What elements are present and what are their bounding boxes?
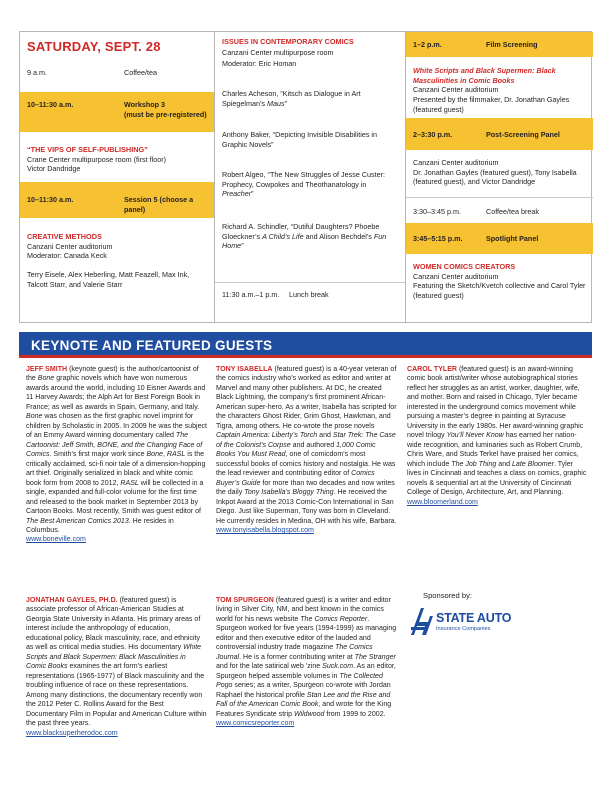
bio-title: The Cartoonist: Jeff Smith, BONE, and the Changing Face of Comics: [26, 432, 203, 459]
film-note: Presented by the filmmaker, Dr. Jonathan Gayles (featured guest): [413, 94, 570, 114]
bio-title: 1,000 Comic Books You Must Read: [216, 441, 376, 459]
bio-text: . He is a former contributing writer at: [239, 653, 355, 661]
session-panelists: Terry Eisele, Alex Heberling, Matt Feazell, Max Ink, Talcott Starr, and Valerie Starr: [27, 270, 190, 289]
section-title: KEYNOTE AND FEATURED GUESTS: [31, 338, 273, 353]
bio-text: graphic novels which have won numerous awards around the world, including 10 Eisner Awards and 11 Harvey Awards; the Alph Art for Best Foreign Book in France; as well as awards in Spain, Germany, and Italy.: [26, 375, 206, 411]
bio-text: , and wrote for the King Features Syndicate strip: [216, 701, 392, 718]
film-room: Canzani Center auditorium: [413, 85, 499, 95]
bio-text: . He resides in Columbus.: [26, 517, 174, 534]
paper-text: Richard A. Schindler, “Dutiful Daughters? Phoebe Gloeckner’s: [222, 222, 380, 241]
session-moderator: Moderator: Canada Keck: [27, 251, 107, 261]
schedule-column-saturday: [20, 32, 214, 322]
bio-text: for more than two decades and now writes the daily: [216, 479, 395, 497]
bio-text: , one of comicdom’s most successful books of comics history and nostalgia. He was the lead reviewer and contributing editor of: [216, 451, 396, 478]
event: Post-Screening Panel: [486, 130, 560, 139]
bio-text: from 1999 to 2002.: [324, 710, 386, 718]
schedule-column-afternoon: [406, 32, 593, 322]
bio-title: Wildwood: [293, 710, 325, 718]
bio-text: (keynote guest) is the author/cartoonist of the: [26, 366, 199, 383]
paper-title: A Child’s Life: [262, 231, 304, 241]
schedule-row-highlight: [20, 182, 214, 218]
time: 2–3:30 p.m.: [413, 130, 453, 139]
time: 11:30 a.m.–1 p.m.: [222, 290, 280, 299]
event: Workshop 3: [124, 100, 166, 109]
bio-carol-tyler: [407, 365, 588, 507]
sponsor-label: Sponsored by:: [423, 591, 472, 600]
session-speaker: Victor Dandridge: [27, 164, 81, 174]
bio-title: The Stranger: [354, 653, 396, 661]
paper-title: Fun Home: [222, 231, 387, 251]
event: Session 5 (choose a panel): [124, 195, 194, 214]
film-details: [406, 66, 593, 114]
time: 10–11:30 a.m.: [27, 195, 74, 204]
session-vips: [20, 145, 214, 174]
bio-title: You’ll Never Know: [446, 432, 504, 440]
guest-name: TONY ISABELLA: [216, 366, 273, 373]
bio-text: . Smith’s first major work since: [49, 451, 147, 459]
paper-text: ”: [241, 241, 244, 251]
bio-text: (featured guest) is an award-winning comic book artist/writer whose autobiographical stories reflect her struggles as an artist, worker, daughter, wife, and mother. Born and raised in Chicago, Tyler became interested in the underground comics movement while pursuing a master’s degree in painting at Syracuse University in the early 1980s. Her award-winning graphic novel trilogy: [407, 366, 584, 440]
bio-jeff-smith: [26, 365, 207, 545]
event: Lunch break: [289, 290, 329, 299]
guest-website-link[interactable]: www.blacksuperherodoc.com: [26, 729, 118, 737]
bio-title: RASL: [166, 451, 186, 459]
paper-text: Anthony Baker, “Depicting Invisible Disabilities in Graphic Novels”: [222, 130, 378, 149]
session-room: Canzani Center auditorium: [413, 271, 499, 281]
bio-text: series; as a writer, Spurgeon co-wrote with Jordan Raphael the historical profile: [216, 682, 391, 699]
bio-title: Star Trek: The Case of the Colonist’s Corpse: [216, 432, 396, 449]
bio-text: and authored: [290, 441, 337, 449]
day-title: SATURDAY, SEPT. 28: [27, 39, 161, 54]
guest-name: CAROL TYLER: [407, 366, 457, 373]
guest-name: JONATHAN GAYLES, PH.D.: [26, 597, 118, 604]
paper-acheson: [215, 89, 405, 108]
sponsor-logo: [408, 604, 528, 638]
guest-website-link[interactable]: www.comicsreporter.com: [216, 720, 295, 728]
film-title: White Scripts and Black Supermen: Black Masculinities in Comic Books: [413, 66, 556, 85]
bio-text: will be collected in a single, expanded and full-color volume for the first time and released to the book market in September 2013 by Cartoon Books. Most recently, Smith was guest editor of: [26, 479, 204, 516]
bio-title: Bone: [37, 375, 55, 383]
bio-text: (featured guest) is a 40-year veteran of the comics industry who’s worked as editor and writer at Marvel and many other publishers. At DC, he created Black Lightning, the company’s first prominent African-American super-hero. As a writer, Isabella has scripted for the characters Ghost Rider, Grim Ghost, Hawkman, and Tigra, among others. He co-wrote the prose novels: [216, 366, 397, 430]
bio-title: The Best American Comics 2013: [26, 517, 129, 525]
logo-subtitle: Insurance Companies: [436, 626, 491, 632]
bio-tom-spurgeon: [216, 596, 397, 729]
panel-details: [406, 158, 593, 187]
bio-title: The Job Thing: [451, 460, 497, 468]
event: Film Screening: [486, 40, 538, 49]
bio-title: White Scripts and Black Supermen: Black Masculinities in Comic Books: [26, 644, 202, 671]
paper-text: ”: [251, 189, 254, 199]
schedule-grid: [19, 31, 592, 323]
event: Spotlight Panel: [486, 234, 539, 243]
bio-title: Bone: [146, 451, 163, 459]
session-room: Canzani Center auditorium: [27, 241, 113, 251]
session-title: CREATIVE METHODS: [27, 232, 102, 241]
paper-text: ”: [284, 98, 288, 108]
session-description: Featuring the Sketch/Kvetch collective and Carol Tyler (featured guest): [413, 281, 586, 301]
paper-title: Preacher: [222, 189, 252, 199]
time: 3:30–3:45 p.m.: [413, 207, 461, 216]
bio-title: RASL: [120, 479, 139, 487]
schedule-row-highlight: [406, 118, 593, 150]
guest-name: JEFF SMITH: [26, 366, 68, 373]
schedule-row-highlight: [406, 32, 593, 57]
session-title: “THE VIPS OF SELF-PUBLISHING”: [27, 145, 148, 154]
bio-text: and: [317, 432, 333, 440]
session-creative-methods: [20, 232, 214, 289]
session-women-creators: [406, 262, 593, 301]
bio-text: ,: [162, 451, 167, 459]
bio-title: Late Bloomer: [512, 460, 554, 468]
guest-website-link[interactable]: www.boneville.com: [26, 536, 86, 544]
bio-title: Captain America: Liberty’s Torch: [216, 432, 318, 440]
paper-text: Robert Algeo, “The New Struggles of Jesse Custer: Prophecy, Cowpokes and Theothanatology in: [222, 170, 385, 189]
paper-text: and Alison Bechdel’s: [303, 231, 374, 241]
bio-title: The Comics Reporter: [300, 615, 368, 623]
schedule-column-issues: [214, 32, 406, 322]
guest-website-link[interactable]: www.tonyisabella.blogspot.com: [216, 526, 314, 534]
bio-title: The Comics Journal: [216, 644, 373, 661]
bio-title: Stan Lee and the Rise and Fall of the American Comic Book: [216, 691, 391, 709]
bio-title: Comics Buyer’s Guide: [216, 470, 375, 487]
panel-people: Dr. Jonathan Gayles (featured guest), Tony Isabella (featured guest), and Victor Dandridge: [413, 167, 577, 187]
bio-title: The Collected Pogo: [216, 672, 383, 690]
bio-title: Bone: [26, 413, 43, 421]
bio-text: examines the art form’s earliest representations (1965-1977) of Black masculinity and the troubling influence of race on these representations. Among many distinctions, the documentary recently won the 2012 Peter C. Rollins Award for the Best Documentary Film in Popular and American Culture within the past three years.: [26, 663, 207, 728]
event: Coffee/tea break: [486, 207, 540, 216]
bio-text: . Tyler lives in Cincinnati and teaches a class on comics, graphic novels & sequential art at the University of Cincinnati College of Design, Architecture, Art, and Planning.: [407, 460, 587, 497]
session-room: Crane Center multipurpose room (first floor): [27, 154, 167, 164]
bio-text: and for the late satirical web ’zine: [216, 663, 323, 671]
paper-schindler: [215, 222, 405, 251]
bio-title: Suck.com: [322, 663, 354, 671]
schedule-row-highlight: [20, 92, 214, 132]
paper-text: Charles Acheson, “Kitsch as Dialogue in Art Spiegelman’s: [222, 89, 361, 108]
paper-algeo: [215, 170, 405, 199]
bio-text: . He received the Inkpot Award at the 2013 Comic-Con International in San Diego. Just like Superman, Tony was born in Cleveland. He currently resides in Medina, OH with his wife, Barbara.: [216, 489, 397, 525]
bio-text: . Spurgeon worked for five years (1994-1999) as managing editor and then executive editor of the lauded and controversial industry trade magazine: [216, 615, 397, 652]
time: 3:45–5:15 p.m.: [413, 234, 463, 243]
session-title: ISSUES IN CONTEMPORARY COMICS: [222, 37, 354, 46]
state-auto-logo-icon: [408, 604, 436, 638]
time: 10–11:30 a.m.: [27, 100, 74, 109]
bio-title: Tony Isabella’s Bloggy Thing: [244, 489, 334, 497]
event: Coffee/tea: [124, 68, 158, 77]
event-note: (must be pre-registered): [124, 109, 207, 119]
paper-title: Maus: [267, 98, 285, 108]
bio-text: . As an editor, Spurgeon helped assemble volumes in: [216, 663, 396, 680]
time: 1–2 p.m.: [413, 40, 442, 49]
session-title: WOMEN COMICS CREATORS: [413, 262, 516, 271]
schedule-row: [215, 282, 405, 300]
guest-name: TOM SPURGEON: [216, 597, 274, 604]
bio-text: was chosen as the first graphic novel imprint for children by Scholastic in 2005. In 2009 he was the subject of an Emmy Award winning documentary called: [26, 413, 207, 440]
bio-text: and: [496, 460, 513, 468]
session-room: Canzani Center multipurpose room: [222, 47, 334, 57]
section-banner: [19, 332, 592, 358]
schedule-row-highlight: [406, 223, 593, 254]
day-heading: [20, 38, 214, 55]
panel-room: Canzani Center auditorium: [413, 158, 499, 167]
bio-text: (featured guest) is associate professor of African-American Studies at Georgia State University in Atlanta. His primary areas of interest include the anthropology of education, educational policy, Black masculinity, race, and ethnicity as well as critical media studies. His documentary: [26, 597, 201, 652]
schedule-row: [20, 68, 214, 78]
session-moderator: Moderator: Eric Homan: [222, 59, 297, 69]
time: 9 a.m.: [27, 68, 47, 77]
session-issues: [215, 37, 405, 69]
guest-website-link[interactable]: www.bloomerland.com: [407, 498, 478, 506]
schedule-row: [406, 197, 593, 217]
paper-baker: [215, 130, 405, 149]
bio-jonathan-gayles: [26, 596, 207, 738]
bio-tony-isabella: [216, 365, 397, 535]
bio-text: is the critically acclaimed, sci-fi noir tale of a dimension-hopping art thief. Originally serialized in black and white comic book form from 2008 to 2012,: [26, 451, 206, 487]
bio-text: has earned her nation-wide recognition, and luminaries such as Robert Crumb, Chris Ware, and Studs Terkel have praised her comics, which include: [407, 432, 583, 468]
logo-wordmark: STATE AUTO: [436, 611, 512, 625]
bio-text: (featured guest) is a writer and editor living in Silver City, NM, and best known in the comics world for his news website: [216, 597, 391, 623]
